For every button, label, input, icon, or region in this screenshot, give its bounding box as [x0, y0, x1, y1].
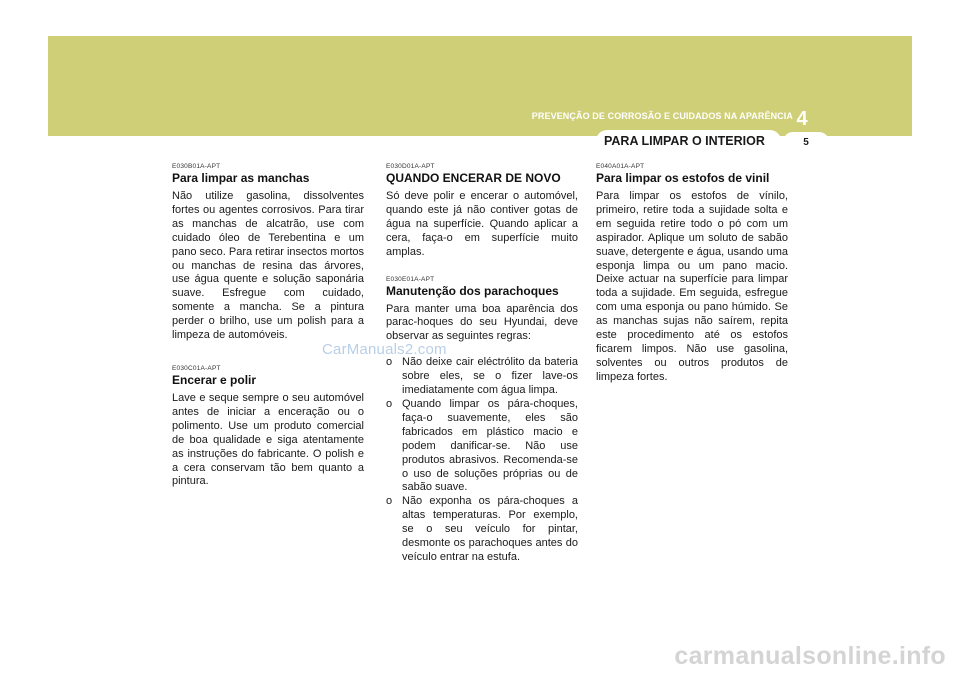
page-number: 5: [803, 137, 809, 148]
section-body: Para limpar os estofos de vínilo, primeiro, retire toda a sujidade solta e em seguida retire todo o pó com um aspirador. Aplique um soluto de sabão suave, detergente e água, usando uma esponja limpa ou um pano macio. Deixe actuar na superfície para limpar toda a sujidade. Em seguida, esfregue com uma esponja ou pano húmido. Se as manchas sujas não saírem, repita este procedimento até os estofos ficarem limpos. Não use gasolina, solventes ou outros produtos de limpeza fortes.: [596, 190, 788, 383]
section-title: PARA LIMPAR O INTERIOR: [604, 134, 765, 148]
section-vinyl-seats: [596, 163, 788, 385]
section-code: E030D01A-APT: [386, 163, 435, 170]
watermark-carmanualsonline: carmanualsonline.info: [674, 642, 946, 670]
list-item-text: Não exponha os pára-choques a altas temperaturas. Por exemplo, se o seu veículo for pintar, desmonte os parachoques antes do veículo entrar na estufa.: [402, 495, 578, 563]
bullet-marker: o: [386, 397, 393, 410]
bumper-rules-list: [386, 356, 578, 565]
section-code: E030B01A-APT: [172, 163, 221, 170]
list-item-text: Quando limpar os pára-choques, faça-o suavemente, eles são fabricados em plástico macio e podem danificar-se. Não use produtos abrasivos. Recomenda-se o uso de soluções próprias ou de sabão suave.: [402, 397, 578, 494]
section-heading: Manutenção dos parachoques: [386, 283, 559, 298]
column-2: [386, 163, 578, 581]
bullet-marker: o: [386, 495, 393, 508]
page-number-tab: [783, 132, 829, 152]
section-code: E040A01A-APT: [596, 163, 645, 170]
list-item-text: Não deixe cair eléctrólito da bateria sobre eles, se o fizer lave-os imediatamente com água limpa.: [402, 356, 578, 397]
column-1: [172, 163, 364, 505]
section-heading: Para limpar os estofos de vinil: [596, 171, 770, 185]
section-wax-polish: [172, 365, 364, 489]
section-body: Para manter uma boa aparência dos parac-hoques do seu Hyundai, deve observar as seguintes regras:: [386, 302, 578, 343]
chapter-number: 4: [796, 108, 808, 130]
watermark-carmanuals2: CarManuals2.com: [322, 341, 447, 358]
list-item: [386, 495, 578, 565]
section-body: Só deve polir e encerar o automóvel, quando este já não contiver gotas de água na superfície. Quando aplicar a cera, faça-o em superfície muito amplas.: [386, 190, 578, 258]
section-rewax: [386, 163, 578, 260]
bullet-marker: o: [386, 356, 393, 369]
list-item: [386, 398, 578, 495]
list-item: [386, 356, 578, 398]
section-code: E030C01A-APT: [172, 364, 221, 372]
section-title-tab: [596, 130, 781, 152]
section-heading: QUANDO ENCERAR DE NOVO: [386, 171, 561, 185]
section-bumpers: [386, 276, 578, 565]
section-body: Não utilize gasolina, dissolventes fortes ou agentes corrosivos. Para tirar as manchas de alcatrão, use com cuidado óleo de Terebentina e um pano seco. Para retirar insectos mortos ou manchas de resina das árvores, use água quente e solução saponária suave. Esfregue com cuidado, somente a mancha. Se a pintura perder o brilho, use um polish para a limpeza de automóveis.: [172, 190, 364, 342]
section-heading: Encerar e polir: [172, 372, 257, 387]
section-code: E030E01A-APT: [386, 275, 435, 283]
chapter-title: PREVENÇÃO DE CORROSÃO E CUIDADOS NA APARÊNCIA: [531, 111, 793, 121]
header-band: [48, 36, 912, 136]
section-body: Lave e seque sempre o seu automóvel antes de iniciar a enceração ou o polimento. Use um produto comercial de boa qualidade e siga atentamente as instruções do fabricante. O polish e a cera conservam tão bem quanto a pintura.: [172, 391, 364, 488]
section-stains: [172, 163, 364, 343]
column-3: [596, 163, 788, 401]
section-heading: Para limpar as manchas: [172, 171, 310, 185]
